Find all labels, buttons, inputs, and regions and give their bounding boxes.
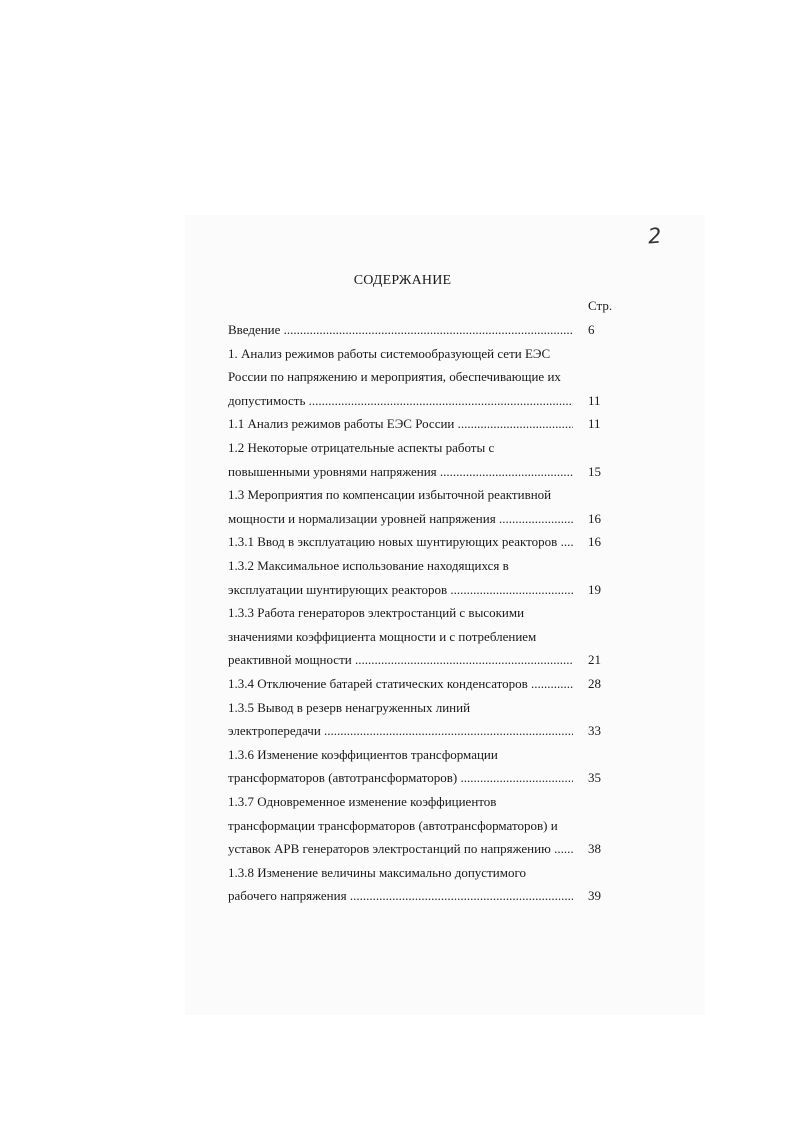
toc-entry-line: рабочего напряжения ..... (228, 888, 573, 904)
toc-page-number: 35 (588, 770, 601, 786)
toc-entry-line: Введение ..... (228, 322, 573, 338)
toc-entry-line: уставок АРВ генераторов электростанций по напряжению ..... (228, 841, 573, 857)
page-title: СОДЕРЖАНИЕ (353, 273, 452, 288)
toc-entry-line: 1.3.8 Изменение величины максимально допустимого (228, 864, 526, 880)
toc-entry-line: России по напряжению и мероприятия, обеспечивающие их (228, 369, 561, 385)
toc-entry-line: 1.3.2 Максимальное использование находящихся в (228, 558, 509, 573)
toc-entry-line: мощности и нормализации уровней напряжения ..... (228, 511, 573, 527)
toc-page-number: 38 (588, 841, 601, 857)
toc-page-number: 21 (588, 652, 601, 668)
toc-page-number: 28 (588, 676, 601, 691)
toc-page-number: 19 (588, 581, 601, 597)
toc-entry-line: 1.3.1 Ввод в эксплуатацию новых шунтирующих реакторов ..... (228, 534, 573, 550)
toc-page-number: 33 (588, 723, 601, 739)
toc-entry-line: 1.2 Некоторые отрицательные аспекты работы с (228, 440, 495, 455)
toc-entry-line: трансформаторов (автотрансформаторов) ..... (228, 770, 573, 786)
toc-entry-line: реактивной мощности ..... (228, 652, 573, 668)
toc-entry-line: повышенными уровнями напряжения ..... (228, 464, 573, 480)
toc-entry-line: трансформации трансформаторов (автотрансформаторов) и (228, 817, 558, 833)
toc-entry-line: 1.3.4 Отключение батарей статических конденсаторов ..... (228, 676, 573, 692)
toc-entry-line: электропередачи ..... (228, 723, 573, 739)
page-column-label: Стр. (588, 298, 613, 313)
toc-page-number: 39 (588, 888, 601, 904)
toc-entry-line: 1.3.5 Вывод в резерв ненагруженных линий (228, 699, 471, 715)
toc-page-number: 16 (588, 534, 601, 550)
toc-page-number: 16 (588, 510, 601, 526)
toc-page-number: 11 (588, 416, 601, 432)
toc-entry-line: 1.3.3 Работа генераторов электростанций с высокими (228, 605, 525, 621)
toc-page-number: 11 (588, 392, 601, 408)
toc-entry-line: значениями коэффициента мощности и с потреблением (228, 628, 537, 644)
toc-page-number: 6 (588, 322, 595, 337)
toc-entry-line: 1.3.6 Изменение коэффициентов трансформации (228, 746, 498, 762)
toc-entry-line: 1.3.7 Одновременное изменение коэффициентов (228, 794, 497, 809)
toc-page-number: 15 (588, 463, 601, 479)
handwritten-page-number: 2 (647, 223, 663, 249)
toc-entry-line: 1.1 Анализ режимов работы ЕЭС России ..... (228, 416, 573, 432)
toc-entry-line: 1.3 Мероприятия по компенсации избыточной реактивной (228, 487, 552, 503)
toc-entry-line: допустимость ..... (228, 393, 573, 409)
toc-entry-line: эксплуатации шунтирующих реакторов ..... (228, 582, 573, 598)
toc-entry-line: 1. Анализ режимов работы системообразующей сети ЕЭС (228, 345, 551, 361)
